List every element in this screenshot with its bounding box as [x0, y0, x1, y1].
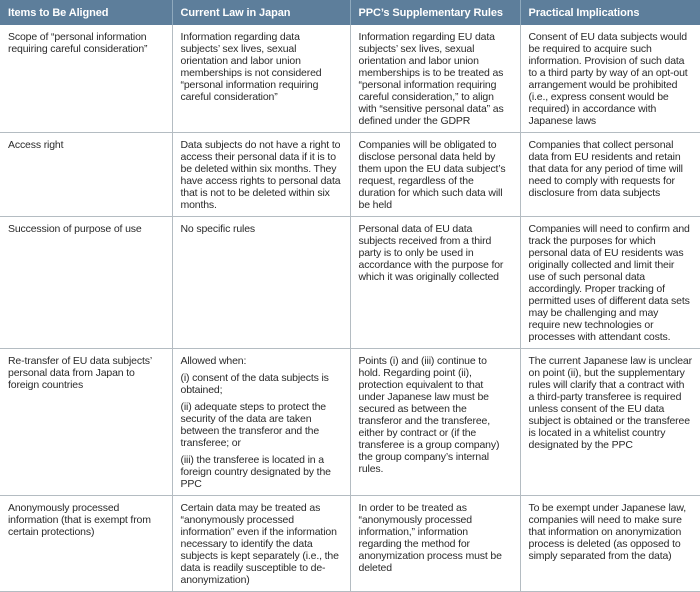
table-row — [0, 217, 700, 349]
column-header-practical-implications: Practical Implications — [520, 0, 700, 25]
table-row — [0, 133, 700, 217]
cell-ppc-rules: Companies will be obligated to disclose personal data held by them upon the EU data subject’s request, regardless of the duration for which such data will be held — [350, 133, 520, 217]
table-row — [0, 496, 700, 592]
table-row — [0, 25, 700, 133]
column-header-items-to-be-aligned: Items to Be Aligned — [0, 0, 172, 25]
cell-current-law: Allowed when: (i) consent of the data subjects is obtained; (ii) adequate steps to protect the security of the data are taken between the transferor and the transferee; or (iii) the transferee is located in a foreign country designated by the PPC — [172, 349, 350, 496]
column-header-current-law-in-japan: Current Law in Japan — [172, 0, 350, 25]
cell-current-law: Data subjects do not have a right to access their personal data if it is to be deleted within six months. They have access rights to personal data that is not to be deleted within six months. — [172, 133, 350, 217]
cell-item: Scope of “personal information requiring careful consideration” — [0, 25, 172, 133]
cell-implications: To be exempt under Japanese law, companies will need to make sure that information on anonymization process is deleted (as opposed to simply separated from the data) — [520, 496, 700, 592]
cell-item: Succession of purpose of use — [0, 217, 172, 349]
cell-ppc-rules: Information regarding EU data subjects’ sex lives, sexual orientation and labor union memberships is to be treated as “personal information requiring careful consideration,” to align with “sensitive personal data” as defined under the GDPR — [350, 25, 520, 133]
cell-ppc-rules: Personal data of EU data subjects received from a third party is to only be used in accordance with the purpose for which it was originally collected — [350, 217, 520, 349]
cell-implications: Companies that collect personal data from EU residents and retain that data for any period of time will need to comply with requests for disclosure from data subjects — [520, 133, 700, 217]
cell-ppc-rules: In order to be treated as “anonymously processed information,” information regarding the method for anonymization process must be deleted — [350, 496, 520, 592]
cell-item: Anonymously processed information (that is exempt from certain protections) — [0, 496, 172, 592]
table-row — [0, 349, 700, 496]
cell-current-law: Certain data may be treated as “anonymously processed information” even if the information necessary to identify the data subjects is kept separately (i.e., the data is readily susceptible to de-anonymization) — [172, 496, 350, 592]
cell-item: Access right — [0, 133, 172, 217]
cell-ppc-rules: Points (i) and (iii) continue to hold. Regarding point (ii), protection equivalent to that under Japanese law must be secured as between the transferor and the transferee, either by contract or (if the transferee is a group company) the group company’s internal rules. — [350, 349, 520, 496]
cell-current-law: No specific rules — [172, 217, 350, 349]
cell-item: Re-transfer of EU data subjects’ personal data from Japan to foreign countries — [0, 349, 172, 496]
cell-implications: Consent of EU data subjects would be required to acquire such information. Provision of such data to a third party by way of an opt-out arrangement would be prohibited (i.e., express consent would be required) in accordance with Japanese laws — [520, 25, 700, 133]
cell-implications: Companies will need to confirm and track the purposes for which personal data of EU residents was originally collected and limit their use of such personal data accordingly. Proper tracking of permitted uses of different data sets may be challenging and may require new technologies or processes with attendant costs. — [520, 217, 700, 349]
table-header-row — [0, 0, 700, 25]
cell-implications: The current Japanese law is unclear on point (ii), but the supplementary rules will clarify that a contract with a third-party transferee is required unless consent of the EU data subject is obtained or the transferee is located in a whitelist country designated by the PPC — [520, 349, 700, 496]
cell-current-law: Information regarding data subjects’ sex lives, sexual orientation and labor union memberships is not considered “personal information requiring careful consideration” — [172, 25, 350, 133]
column-header-ppc-supplementary-rules: PPC’s Supplementary Rules — [350, 0, 520, 25]
